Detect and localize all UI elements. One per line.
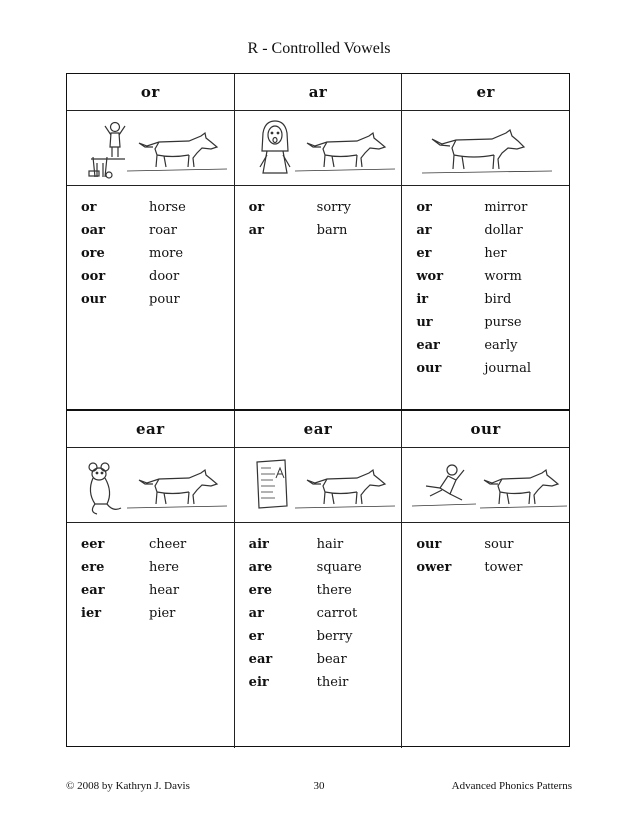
example-word: carrot (316, 606, 358, 621)
spelling-pattern: ar (248, 606, 264, 621)
mouse-icon (89, 463, 121, 514)
example-word: square (316, 560, 362, 575)
column-header: or (67, 74, 235, 110)
girl-saying-ah-wolf-illustration (235, 111, 403, 185)
example-word: journal (484, 361, 532, 376)
list-item (249, 648, 402, 671)
list-item (416, 533, 569, 556)
falling-child-icon (412, 465, 476, 506)
spelling-pattern: ar (248, 223, 264, 238)
example-word: sour (484, 537, 514, 552)
wolf-icon (422, 130, 552, 173)
word-list (67, 523, 235, 748)
list-item (81, 533, 234, 556)
list-item (81, 242, 234, 265)
example-word: there (316, 583, 352, 598)
example-word: worm (484, 269, 522, 284)
vowel-chart-table (66, 73, 570, 747)
picture-row-1 (67, 111, 569, 186)
column-header: ear (235, 411, 403, 447)
example-word: cheer (149, 537, 187, 552)
boy-on-horse-wolf-illustration (67, 111, 235, 185)
spelling-pattern: wor (416, 269, 444, 284)
spelling-pattern: ear (248, 652, 273, 667)
list-item (249, 556, 402, 579)
list-item (416, 311, 569, 334)
example-word: pier (149, 606, 176, 621)
spelling-pattern: are (248, 560, 273, 575)
list-item (249, 196, 402, 219)
list-item (416, 357, 569, 380)
list-item (416, 334, 569, 357)
spelling-pattern: oar (81, 223, 105, 238)
list-item (249, 219, 402, 242)
header-row-1 (67, 74, 569, 111)
page-number: 30 (313, 780, 325, 792)
example-word: purse (484, 315, 522, 330)
wolf-icon (295, 470, 395, 508)
example-word: hear (149, 583, 180, 598)
example-word: pour (149, 292, 180, 307)
list-item (249, 625, 402, 648)
header-row-2 (67, 411, 569, 448)
spelling-pattern: eir (248, 675, 269, 690)
word-list (235, 523, 403, 748)
wolf-icon (295, 133, 395, 171)
spelling-pattern: ere (248, 583, 273, 598)
column-header: er (476, 83, 495, 101)
example-word: early (484, 338, 518, 353)
footer-book-title: Advanced Phonics Patterns (451, 780, 572, 792)
spelling-test-paper-icon (257, 460, 287, 508)
spelling-pattern: air (248, 537, 269, 552)
list-item (81, 288, 234, 311)
list-item (416, 288, 569, 311)
list-item (81, 265, 234, 288)
spelling-pattern: ar (416, 223, 432, 238)
example-word: bear (316, 652, 347, 667)
example-word: sorry (316, 200, 351, 215)
example-word: dollar (484, 223, 523, 238)
example-word: barn (316, 223, 348, 238)
girl-icon (260, 121, 290, 173)
spelling-test-wolf-illustration (235, 448, 403, 522)
list-item (416, 556, 569, 579)
list-item (249, 533, 402, 556)
spelling-pattern: ore (81, 246, 105, 261)
list-item (416, 219, 569, 242)
list-item (249, 579, 402, 602)
example-word: more (149, 246, 184, 261)
spelling-pattern: ur (416, 315, 433, 330)
spelling-pattern: or (248, 200, 265, 215)
spelling-pattern: our (81, 292, 106, 307)
example-word: door (149, 269, 180, 284)
column-header: our (470, 420, 501, 438)
example-word: their (316, 675, 349, 690)
list-item (416, 242, 569, 265)
picture-row-2 (67, 448, 569, 523)
growling-wolf-illustration (402, 111, 569, 185)
spelling-pattern: ere (81, 560, 105, 575)
spelling-pattern: er (248, 629, 264, 644)
page-title: R - Controlled Vowels (247, 40, 391, 57)
example-word: her (484, 246, 507, 261)
example-word: mirror (484, 200, 528, 215)
wolf-icon (127, 133, 227, 171)
list-item (81, 602, 234, 625)
word-list (235, 186, 403, 409)
spelling-pattern: ear (81, 583, 105, 598)
word-list (402, 523, 569, 748)
wolf-icon (480, 470, 567, 508)
list-item (81, 219, 234, 242)
word-row-1 (67, 186, 569, 411)
list-item (81, 556, 234, 579)
spelling-pattern: ear (416, 338, 440, 353)
spelling-pattern: ier (81, 606, 102, 621)
list-item (249, 671, 402, 694)
list-item (416, 265, 569, 288)
example-word: roar (149, 223, 178, 238)
column-header: ar (235, 74, 403, 110)
list-item (81, 196, 234, 219)
example-word: horse (149, 200, 186, 215)
wolf-icon (127, 470, 227, 508)
list-item (81, 579, 234, 602)
example-word: here (149, 560, 179, 575)
column-header: ear (67, 411, 235, 447)
example-word: tower (484, 560, 523, 575)
mouse-listening-wolf-illustration (67, 448, 235, 522)
spelling-pattern: er (416, 246, 432, 261)
word-list (402, 186, 569, 409)
example-word: berry (316, 629, 353, 644)
footer-copyright: © 2008 by Kathryn J. Davis (66, 780, 190, 792)
spelling-pattern: our (416, 537, 442, 552)
spelling-pattern: or (81, 200, 97, 215)
example-word: hair (316, 537, 344, 552)
spelling-pattern: oor (81, 269, 106, 284)
spelling-pattern: ir (416, 292, 429, 307)
list-item (249, 602, 402, 625)
spelling-pattern: or (416, 200, 432, 215)
word-row-2 (67, 523, 569, 748)
example-word: bird (484, 292, 512, 307)
falling-child-wolf-illustration (402, 448, 569, 522)
list-item (416, 196, 569, 219)
word-list (67, 186, 235, 409)
spelling-pattern: ower (416, 560, 452, 575)
boy-icon (89, 123, 125, 179)
spelling-pattern: eer (81, 537, 105, 552)
spelling-pattern: our (416, 361, 442, 376)
